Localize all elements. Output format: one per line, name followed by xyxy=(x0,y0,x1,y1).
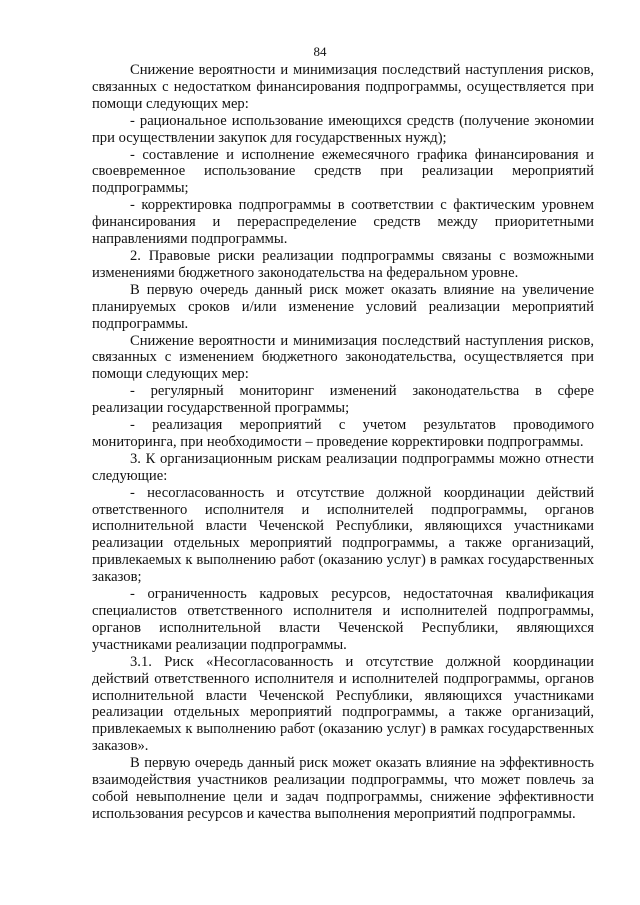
paragraph-3: В первую очередь данный риск может оказать влияние на увеличение планируемых сроков и/или изменение условий реализации мероприятий подпрограммы. xyxy=(92,281,594,332)
paragraph-5: 3. К организационным рискам реализации подпрограммы можно отнести следующие: xyxy=(92,450,594,484)
page-number: 84 xyxy=(313,44,327,59)
list-item-4: - регулярный мониторинг изменений законодательства в сфере реализации государственной программы; xyxy=(92,383,594,417)
list-item-1: - рациональное использование имеющихся средств (получение экономии при осуществлении закупок для государственных нужд); xyxy=(92,112,594,146)
list-item-6: - несогласованность и отсутствие должной координации действий ответственного исполнителя и исполнителей подпрограммы, органов исполнительной власти Чеченской Республики, являющихся участниками реализации отдельных мероприятий подпрограммы, а также организаций, привлекаемых к выполнению работ (оказанию услуг) в рамках государственных заказов; xyxy=(92,484,594,586)
paragraph-2: 2. Правовые риски реализации подпрограммы связаны с возможными изменениями бюджетного законодательства на федеральном уровне. xyxy=(92,247,594,281)
list-item-2: - составление и исполнение ежемесячного графика финансирования и своевременное использование средств при реализации мероприятий подпрограммы; xyxy=(92,146,594,197)
list-item-7: - ограниченность кадровых ресурсов, недостаточная квалификация специалистов ответственного исполнителя и исполнителей подпрограммы, органов исполнительной власти Чеченской Республики, являющихся участниками реализации подпрограммы. xyxy=(92,586,594,653)
paragraph-1: Снижение вероятности и минимизация последствий наступления рисков, связанных с недостатком финансирования подпрограммы, осуществляется при помощи следующих мер: xyxy=(92,62,594,112)
paragraph-7: В первую очередь данный риск может оказать влияние на эффективность взаимодействия участников реализации подпрограммы, что может повлечь за собой невыполнение цели и задач подпрограммы, снижение эффективности использования ресурсов и качества выполнения мероприятий подпрограммы. xyxy=(92,755,594,822)
list-item-3: - корректировка подпрограммы в соответствии с фактическим уровнем финансирования и перераспределение средств между приоритетными направлениями подпрограммы. xyxy=(92,197,594,248)
list-item-5: - реализация мероприятий с учетом результатов проводимого мониторинга, при необходимости – проведение корректировки подпрограммы. xyxy=(92,417,594,450)
paragraph-6: 3.1. Риск «Несогласованность и отсутствие должной координации действий ответственного исполнителя и исполнителей подпрограммы, органов исполнительной власти Чеченской Республики, являющихся участниками реализации отдельных мероприятий подпрограммы, а также организаций, привлекаемых к выполнению работ (оказанию услуг) в рамках государственных заказов». xyxy=(92,653,594,755)
paragraph-4: Снижение вероятности и минимизация последствий наступления рисков, связанных с изменением бюджетного законодательства, осуществляется при помощи следующих мер: xyxy=(92,332,594,383)
document-body xyxy=(92,62,594,823)
